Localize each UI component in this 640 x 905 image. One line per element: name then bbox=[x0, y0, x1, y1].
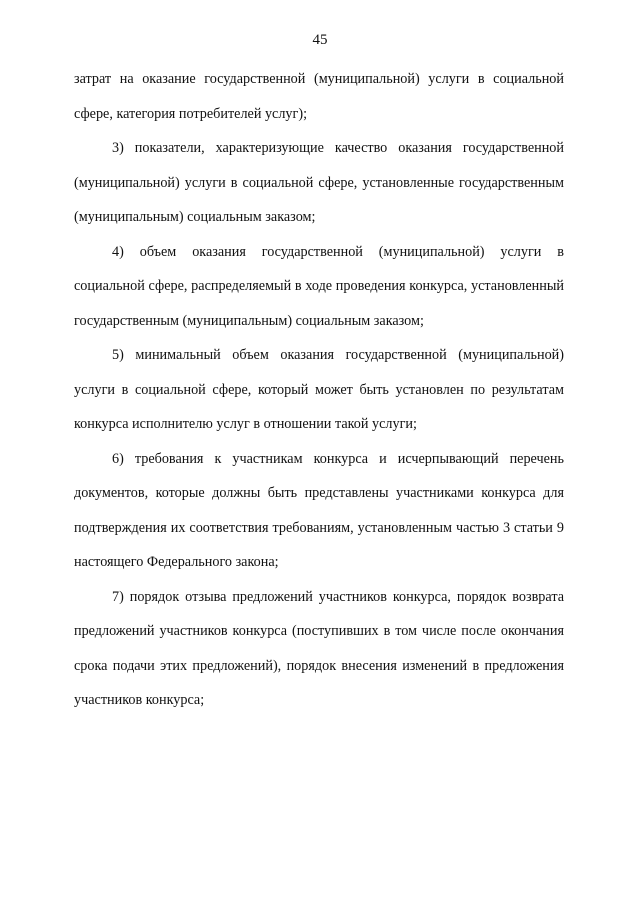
paragraph-item-7: 7) порядок отзыва предложений участников конкурса, порядок возврата предложений участников конкурса (поступивших в том числе после окончания срока подачи этих предложений), порядок внесения изменений в предложения участников конкурса; bbox=[74, 588, 564, 708]
paragraph-continuation: затрат на оказание государственной (муниципальной) услуги в социальной сфере, категория потребителей услуг); bbox=[74, 71, 564, 122]
body-text bbox=[74, 62, 564, 718]
paragraph-item-5: 5) минимальный объем оказания государственной (муниципальной) услуги в социальной сфере, который может быть установлен по результатам конкурса исполнителю услуг в отношении такой услуги; bbox=[74, 347, 564, 432]
page-number: 45 bbox=[312, 32, 328, 48]
paragraph-item-6: 6) требования к участникам конкурса и исчерпывающий перечень документов, которые должны быть представлены участниками конкурса для подтверждения их соответствия требованиям, установленным частью 3 статьи 9 настоящего Федерального закона; bbox=[74, 450, 564, 570]
paragraph-item-4: 4) объем оказания государственной (муниципальной) услуги в социальной сфере, распределяемый в ходе проведения конкурса, установленный государственным (муниципальным) социальным заказом; bbox=[74, 243, 564, 329]
paragraph-item-3: 3) показатели, характеризующие качество оказания государственной (муниципальной) услуги в социальной сфере, установленные государственным (муниципальным) социальным заказом; bbox=[74, 140, 564, 225]
